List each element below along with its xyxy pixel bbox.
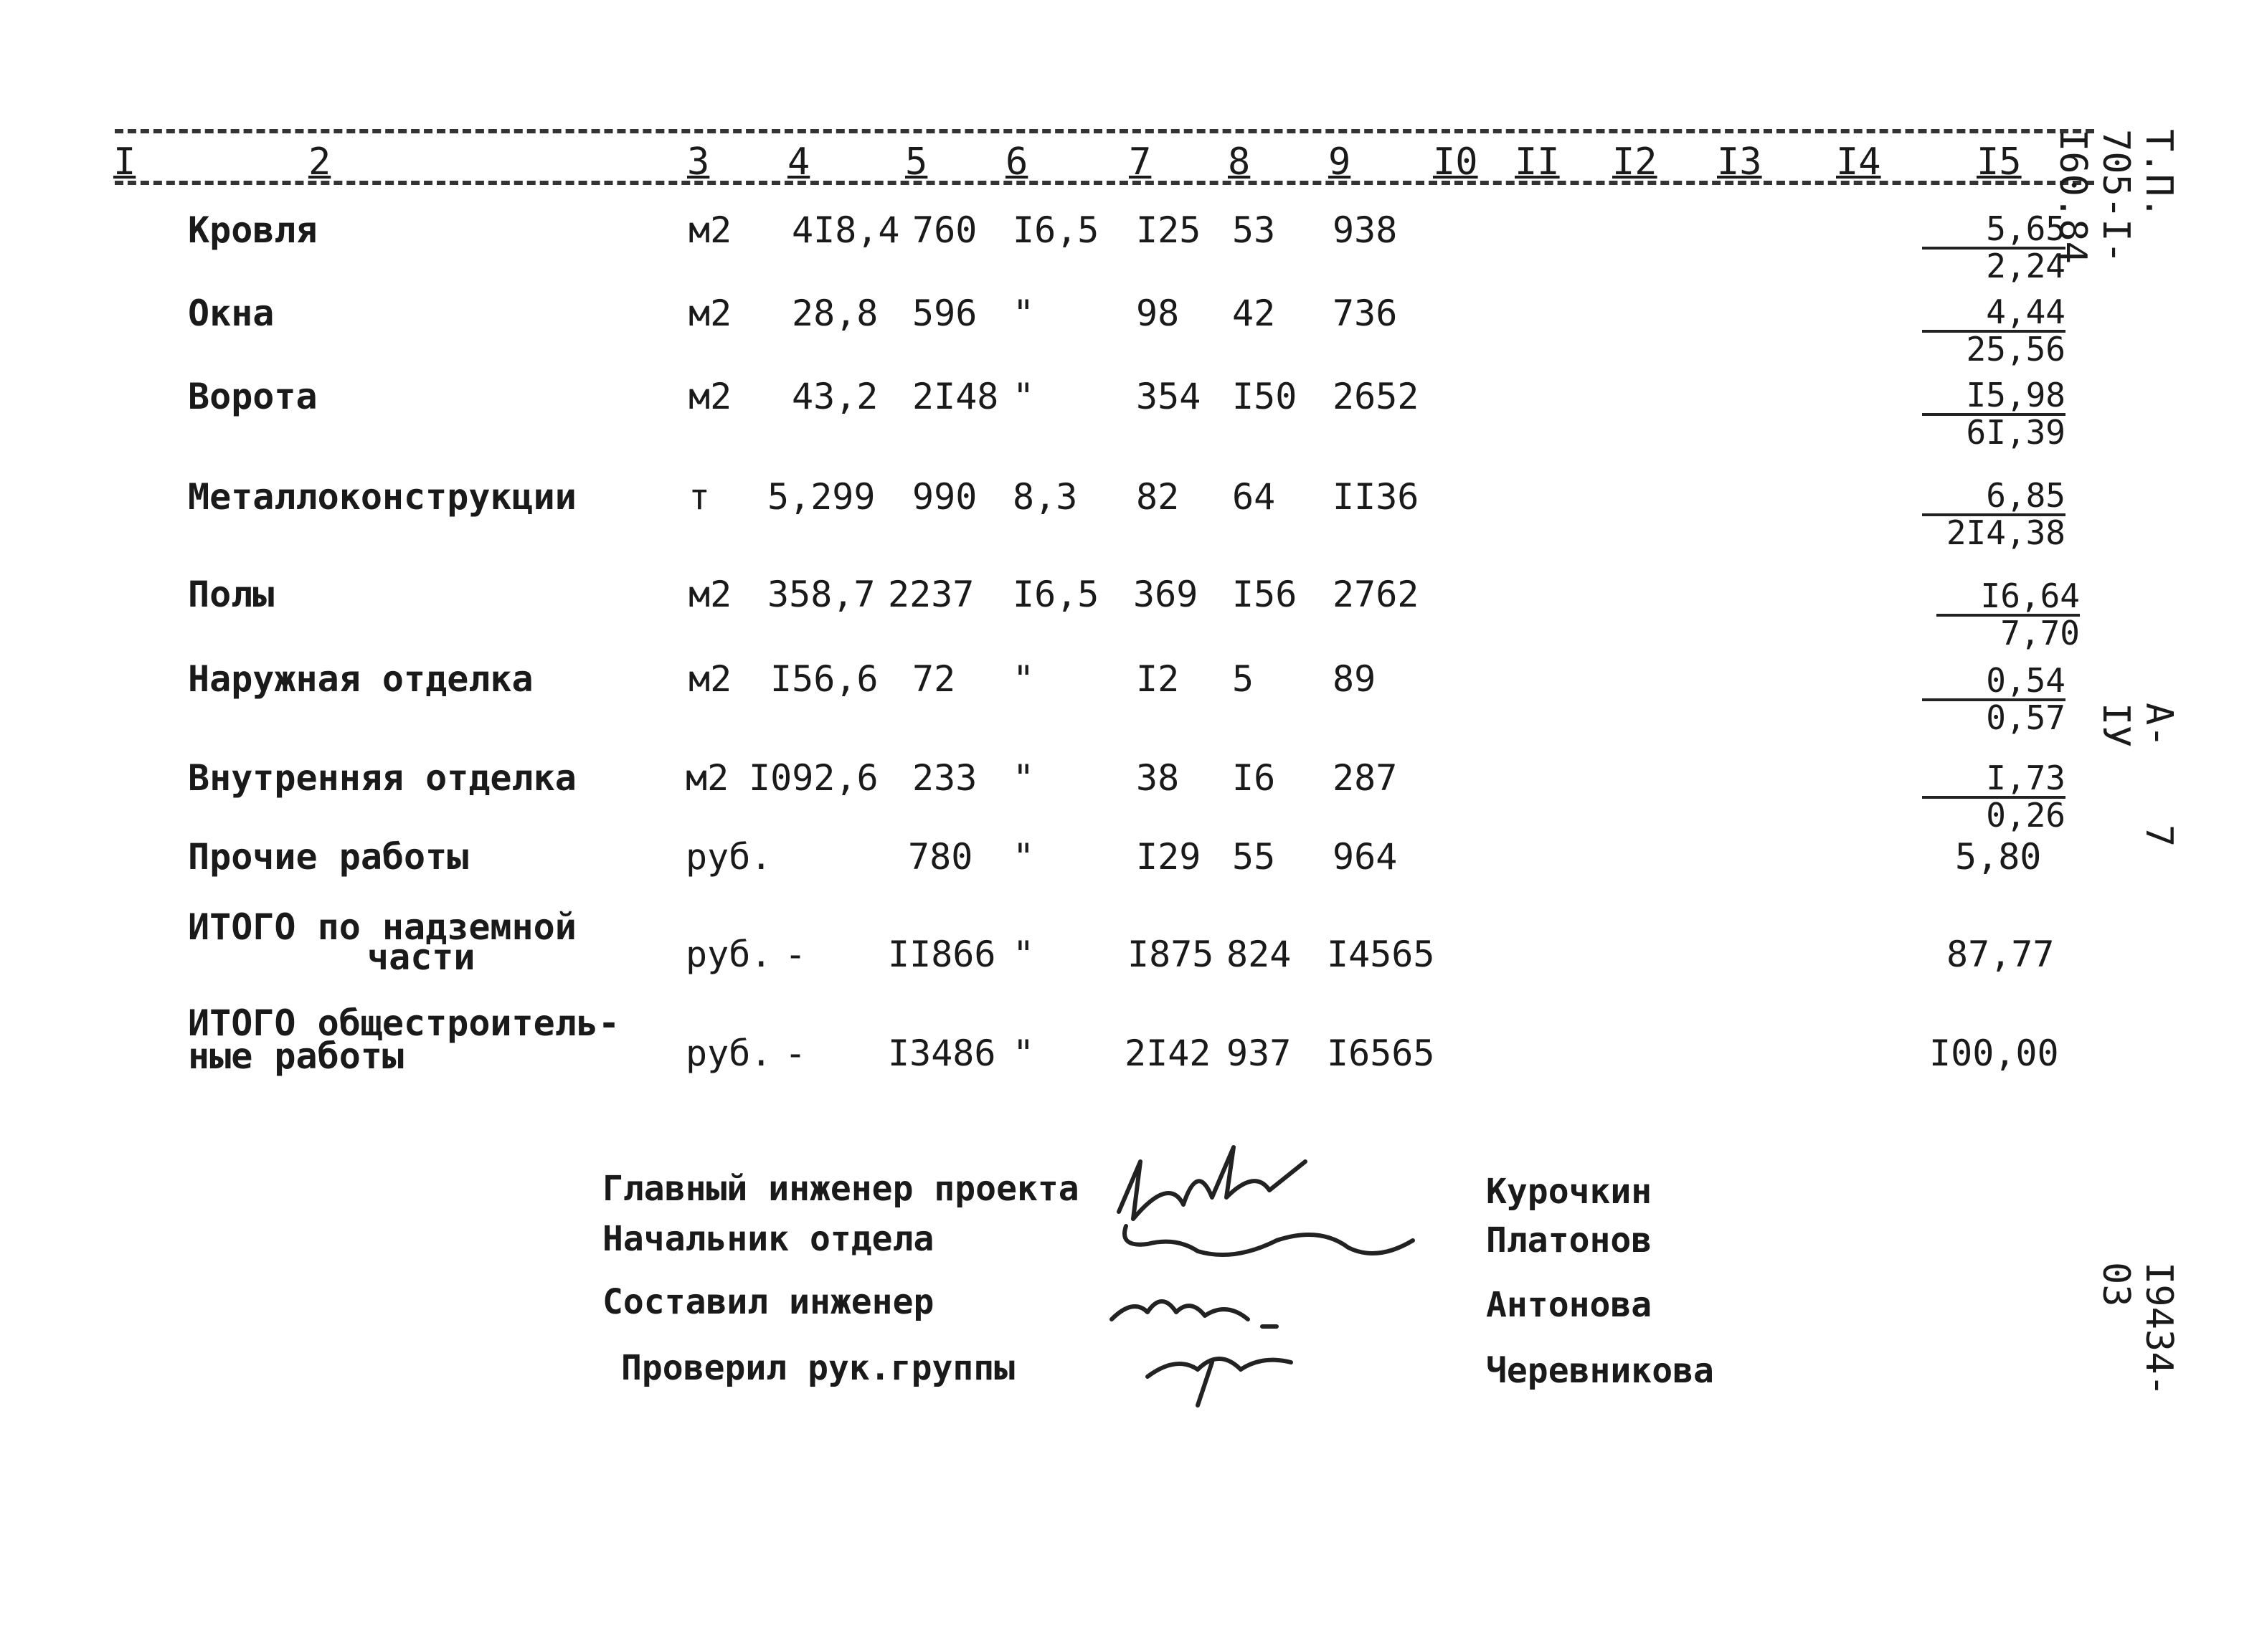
table-row-name: Окна [188, 293, 275, 334]
table-cell-c7: 354 [1136, 376, 1201, 417]
total-cell-percent: I00,00 [1929, 1032, 2059, 1074]
header-bottom-rule [115, 181, 2094, 185]
table-cell-c5: 990 [912, 476, 978, 518]
table-cell-c8: 53 [1232, 209, 1276, 251]
total-cell-c7: 2I42 [1125, 1032, 1211, 1074]
table-cell-unit: м2 [688, 376, 732, 417]
table-cell-c9: 938 [1333, 209, 1398, 251]
table-row-name: Наружная отделка [188, 658, 534, 700]
table-cell-fraction [1922, 376, 2065, 452]
signature-name: Черевникова [1486, 1351, 1714, 1391]
table-cell-c6: 8,3 [1013, 476, 1078, 518]
signature-role: Начальник отдела [602, 1219, 934, 1259]
total-cell-c5: I3486 [888, 1032, 996, 1074]
col-header-10: I0 [1433, 141, 1478, 184]
table-cell-c9: 89 [1333, 658, 1376, 700]
fraction-numerator: I6,64 [1936, 579, 2080, 617]
signature-name: Платонов [1486, 1220, 1652, 1261]
table-cell-c6: " [1013, 658, 1035, 700]
fraction-denominator: 0,57 [1986, 698, 2065, 737]
total-row-name-line1: ИТОГО общестроитель- [188, 1002, 620, 1044]
table-cell-fraction [1922, 759, 2065, 835]
signature-scribble-3 [1112, 1301, 1277, 1326]
table-cell-c9: 2762 [1333, 574, 1419, 615]
table-cell-c9: II36 [1333, 476, 1419, 518]
total-row-name-line1: ИТОГО по надземной [188, 906, 577, 948]
table-cell-c9: 2652 [1333, 376, 1419, 417]
table-cell-c7: 369 [1133, 574, 1198, 615]
table-cell-c5: 233 [912, 757, 978, 799]
table-cell-percent: 5,80 [1955, 836, 2042, 878]
fraction-denominator: 7,70 [2000, 614, 2080, 652]
table-cell-unit: м2 [688, 574, 732, 615]
table-cell-c4: I092,6 [749, 757, 879, 799]
col-header-1: I [113, 141, 136, 184]
album-label: А-IУ [2094, 703, 2180, 748]
table-cell-c7: 98 [1136, 293, 1180, 334]
col-header-14: I4 [1836, 141, 1881, 184]
table-row-name: Металлоконструкции [188, 476, 577, 518]
col-header-13: I3 [1717, 141, 1762, 184]
table-cell-fraction [1922, 476, 2065, 552]
total-cell-c8: 824 [1226, 934, 1292, 975]
table-cell-c7: I25 [1136, 209, 1201, 251]
table-cell-c6: " [1013, 836, 1035, 878]
fraction-numerator: 6,85 [1922, 479, 2065, 516]
table-cell-c7: 82 [1136, 476, 1180, 518]
table-row-name: Полы [188, 574, 275, 615]
total-cell-unit: руб. [686, 934, 772, 975]
col-header-12: I2 [1612, 141, 1657, 184]
archive-stamp: I9434-03 [2094, 1262, 2180, 1397]
table-cell-c6: I6,5 [1013, 209, 1099, 251]
table-cell-c8: I56 [1232, 574, 1297, 615]
table-cell-c5: 760 [912, 209, 978, 251]
col-header-6: 6 [1005, 141, 1028, 184]
signature-role: Проверил рук.группы [621, 1348, 1016, 1388]
table-cell-c5: 596 [912, 293, 978, 334]
total-cell-unit: руб. [686, 1032, 772, 1074]
total-cell-c5: II866 [888, 934, 996, 975]
total-cell-c4: - [785, 934, 807, 975]
table-cell-unit: м2 [688, 658, 732, 700]
table-cell-c6: " [1013, 376, 1035, 417]
table-cell-c8: 5 [1232, 658, 1254, 700]
total-cell-c6: " [1013, 1032, 1035, 1074]
fraction-denominator: 2I4,38 [1946, 513, 2065, 552]
total-row-name-line2: части [367, 936, 475, 978]
signature-scribble-4 [1147, 1359, 1291, 1405]
col-header-7: 7 [1129, 141, 1152, 184]
table-cell-c5: 2I48 [912, 376, 999, 417]
signature-scribble-1 [1119, 1147, 1305, 1219]
table-cell-c8: 42 [1232, 293, 1276, 334]
table-cell-c4: 5,299 [767, 476, 876, 518]
table-cell-fraction [1922, 293, 2065, 369]
fraction-numerator: 5,65 [1922, 212, 2065, 250]
table-cell-c8: 64 [1232, 476, 1276, 518]
table-cell-c8: I6 [1232, 757, 1276, 799]
col-header-2: 2 [308, 141, 331, 184]
table-cell-unit: т [688, 476, 711, 518]
signature-role: Составил инженер [602, 1282, 934, 1322]
signature-role: Главный инженер проекта [602, 1169, 1079, 1209]
table-cell-c8: 55 [1232, 836, 1276, 878]
document-code: Т.П. 705-I-I60.84 [2051, 129, 2180, 264]
fraction-numerator: 4,44 [1922, 295, 2065, 333]
col-header-11: II [1515, 141, 1560, 184]
fraction-denominator: 6I,39 [1966, 413, 2065, 452]
fraction-numerator: I,73 [1922, 761, 2065, 799]
table-cell-c9: 287 [1333, 757, 1398, 799]
table-row-name: Кровля [188, 209, 318, 251]
table-cell-c6: " [1013, 757, 1035, 799]
col-header-15: I5 [1977, 141, 2022, 184]
table-cell-c9: 736 [1333, 293, 1398, 334]
col-header-3: 3 [687, 141, 710, 184]
table-cell-fraction [1922, 209, 2065, 285]
table-cell-c5: 780 [908, 836, 973, 878]
table-cell-c6: " [1013, 293, 1035, 334]
total-cell-c9: I6565 [1327, 1032, 1435, 1074]
table-row-name: Ворота [188, 376, 318, 417]
handwritten-signatures [1090, 1119, 1463, 1434]
col-header-8: 8 [1228, 141, 1251, 184]
total-row-name-line2: ные работы [188, 1035, 404, 1077]
table-cell-c5: 2237 [888, 574, 975, 615]
total-cell-c6: " [1013, 934, 1035, 975]
table-cell-c4: 4I8,4 [792, 209, 900, 251]
col-header-9: 9 [1328, 141, 1351, 184]
table-cell-c9: 964 [1333, 836, 1398, 878]
table-cell-unit: м2 [686, 757, 729, 799]
table-cell-unit: м2 [688, 293, 732, 334]
signature-scribble-2 [1125, 1226, 1413, 1255]
fraction-denominator: 0,26 [1986, 796, 2065, 835]
total-cell-c8: 937 [1226, 1032, 1292, 1074]
table-cell-c6: I6,5 [1013, 574, 1099, 615]
page-number: 7 [2137, 825, 2180, 848]
total-cell-c9: I4565 [1327, 934, 1435, 975]
fraction-denominator: 2,24 [1986, 247, 2065, 285]
table-row-name: Внутренняя отделка [188, 757, 577, 799]
table-cell-c4: I56,6 [770, 658, 879, 700]
table-cell-fraction [1922, 661, 2065, 737]
table-row-name: Прочие работы [188, 836, 469, 878]
header-top-rule [115, 129, 2094, 133]
table-cell-c5: 72 [912, 658, 956, 700]
fraction-numerator: I5,98 [1922, 379, 2065, 416]
table-cell-c4: 43,2 [792, 376, 879, 417]
fraction-numerator: 0,54 [1922, 664, 2065, 701]
table-cell-c7: I29 [1136, 836, 1201, 878]
fraction-denominator: 25,56 [1966, 330, 2065, 369]
signature-name: Курочкин [1486, 1172, 1652, 1212]
table-cell-c7: I2 [1136, 658, 1180, 700]
table-cell-unit: м2 [688, 209, 732, 251]
table-cell-unit: руб. [686, 836, 772, 878]
table-cell-fraction [1936, 576, 2080, 652]
signature-name: Антонова [1486, 1285, 1652, 1325]
total-cell-c7: I875 [1127, 934, 1214, 975]
table-cell-c8: I50 [1232, 376, 1297, 417]
total-cell-c4: - [785, 1032, 807, 1074]
table-cell-c4: 28,8 [792, 293, 879, 334]
col-header-4: 4 [787, 141, 810, 184]
table-cell-c4: 358,7 [767, 574, 876, 615]
table-cell-c7: 38 [1136, 757, 1180, 799]
col-header-5: 5 [905, 141, 928, 184]
total-cell-percent: 87,77 [1946, 934, 2055, 975]
